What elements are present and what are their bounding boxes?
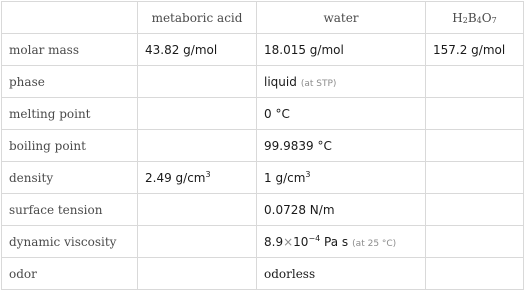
value-water-odor: odorless: [257, 258, 426, 290]
formula-sub-4: 4: [476, 15, 482, 25]
viscosity-mantissa: 8.9: [264, 234, 284, 249]
row-dynamic-viscosity: [2, 226, 524, 258]
label-odor: odor: [2, 258, 138, 290]
value-water-melting-point: 0 °C: [257, 98, 426, 130]
value-metaboric-acid-dynamic-viscosity: [138, 226, 257, 258]
density-value: 1 g/cm: [264, 170, 306, 185]
label-density: density: [2, 162, 138, 194]
phase-condition-note: (at STP): [300, 78, 337, 89]
value-h2b4o7-surface-tension: [426, 194, 524, 226]
row-molar-mass: [2, 34, 524, 66]
corner-cell: [2, 2, 138, 34]
label-melting-point: melting point: [2, 98, 138, 130]
phase-value: liquid: [264, 74, 297, 89]
density-exponent: 3: [205, 169, 211, 179]
row-boiling-point: [2, 130, 524, 162]
value-h2b4o7-density: [426, 162, 524, 194]
viscosity-unit: Pa s: [320, 234, 349, 249]
value-h2b4o7-odor: [426, 258, 524, 290]
row-surface-tension: [2, 194, 524, 226]
header-metaboric-acid: metaboric acid: [138, 2, 257, 34]
formula-h: H: [452, 10, 463, 25]
row-melting-point: [2, 98, 524, 130]
header-water: water: [257, 2, 426, 34]
header-row: [2, 2, 524, 34]
viscosity-base: 10: [293, 234, 309, 249]
label-molar-mass: molar mass: [2, 34, 138, 66]
value-water-density: [257, 162, 426, 194]
value-metaboric-acid-surface-tension: [138, 194, 257, 226]
value-water-phase: [257, 66, 426, 98]
value-metaboric-acid-odor: [138, 258, 257, 290]
value-water-molar-mass: 18.015 g/mol: [257, 34, 426, 66]
value-metaboric-acid-boiling-point: [138, 130, 257, 162]
value-water-boiling-point: 99.9839 °C: [257, 130, 426, 162]
value-metaboric-acid-density: [138, 162, 257, 194]
viscosity-condition-note: (at 25 °C): [352, 238, 397, 249]
formula-b: B: [467, 10, 477, 25]
density-value: 2.49 g/cm: [145, 170, 206, 185]
header-formula-h2b4o7: [426, 2, 524, 34]
value-h2b4o7-melting-point: [426, 98, 524, 130]
label-boiling-point: boiling point: [2, 130, 138, 162]
viscosity-exponent: −4: [308, 233, 321, 243]
value-water-dynamic-viscosity: [257, 226, 426, 258]
formula-sub-7: 7: [491, 15, 497, 25]
times-sign: ×: [283, 234, 294, 249]
value-metaboric-acid-molar-mass: 43.82 g/mol: [138, 34, 257, 66]
row-odor: [2, 258, 524, 290]
value-h2b4o7-dynamic-viscosity: [426, 226, 524, 258]
value-water-surface-tension: 0.0728 N/m: [257, 194, 426, 226]
value-h2b4o7-boiling-point: [426, 130, 524, 162]
row-density: [2, 162, 524, 194]
density-exponent: 3: [305, 169, 311, 179]
label-surface-tension: surface tension: [2, 194, 138, 226]
formula-sub-2: 2: [462, 15, 468, 25]
label-phase: phase: [2, 66, 138, 98]
formula-o: O: [481, 10, 492, 25]
value-metaboric-acid-melting-point: [138, 98, 257, 130]
value-h2b4o7-phase: [426, 66, 524, 98]
value-h2b4o7-molar-mass: 157.2 g/mol: [426, 34, 524, 66]
value-metaboric-acid-phase: [138, 66, 257, 98]
properties-table: [1, 1, 524, 290]
label-dynamic-viscosity: dynamic viscosity: [2, 226, 138, 258]
row-phase: [2, 66, 524, 98]
